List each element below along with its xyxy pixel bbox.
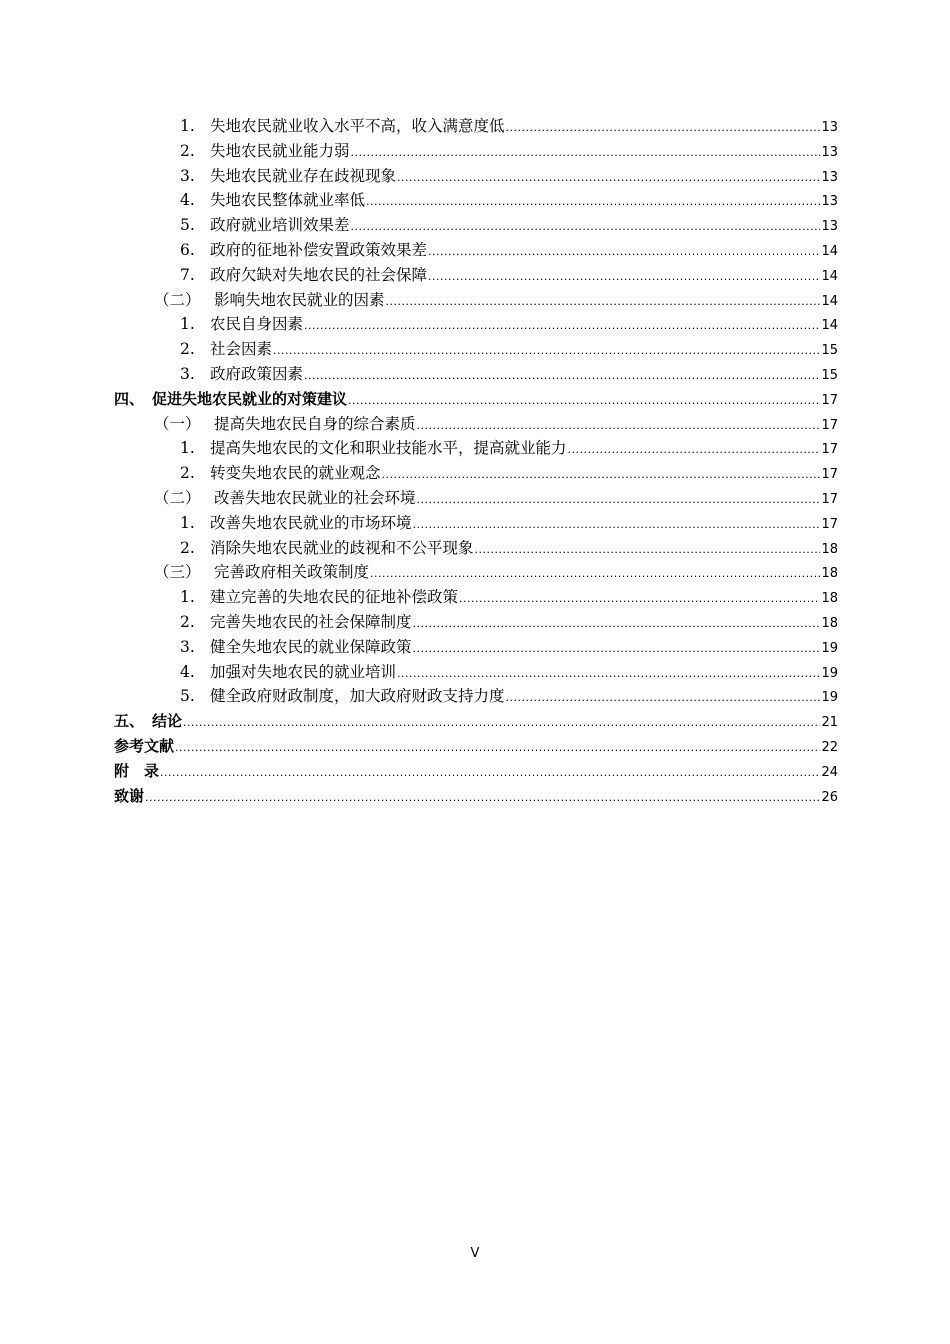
toc-leader-dots [413,513,821,538]
toc-entry-page: 13 [821,144,838,160]
toc-entry-title: 致谢 [114,786,145,805]
toc-entry-title: 促进失地农民就业的对策建议 [152,389,348,408]
toc-leader-dots [366,190,820,215]
toc-entry-page: 18 [821,541,838,557]
toc-leader-dots [428,265,820,290]
toc-entry[interactable] [114,709,838,734]
toc-entry-number: 3. [180,364,195,383]
toc-entry-page: 19 [821,690,838,706]
toc-entry-number: 6. [180,240,195,259]
toc-entry-title: 政府欠缺对失地农民的社会保障 [210,265,428,284]
toc-entry-title: 农民自身因素 [210,315,304,334]
toc-leader-dots [475,538,821,563]
toc-leader-dots [160,761,820,786]
toc-leader-dots [397,662,820,687]
toc-entry-number: 五、 [114,712,145,731]
toc-entry[interactable] [114,213,838,238]
toc-entry-title: 完善政府相关政策制度 [214,563,370,582]
table-of-contents [114,114,838,808]
toc-entry-page: 17 [821,392,838,408]
toc-entry-number: （三） [154,563,201,582]
toc-leader-dots [506,116,821,141]
toc-leader-dots [348,389,820,414]
toc-leader-dots [304,364,820,389]
toc-entry-title: 提高失地农民的文化和职业技能水平，提高就业能力 [210,439,567,458]
toc-entry[interactable] [114,635,838,660]
toc-entry[interactable] [114,114,838,139]
toc-entry-number: 5. [180,216,195,235]
toc-entry[interactable] [114,337,838,362]
toc-entry-page: 21 [821,715,838,731]
toc-entry-number: 1. [180,513,195,532]
toc-entry[interactable] [114,759,838,784]
toc-entry-page: 14 [821,243,838,259]
toc-leader-dots [506,686,821,711]
toc-leader-dots [459,587,820,612]
toc-entry-title: 附 录 [114,761,160,780]
toc-entry[interactable] [114,188,838,213]
toc-entry-page: 17 [821,516,838,532]
toc-entry-title: 建立完善的失地农民的征地补偿政策 [210,588,459,607]
toc-leader-dots [351,141,821,166]
toc-entry-number: 1. [180,439,195,458]
toc-leader-dots [413,612,821,637]
toc-entry-number: （一） [154,414,201,433]
toc-entry-title: 失地农民就业存在歧视现象 [210,166,397,185]
toc-leader-dots [175,736,820,761]
toc-entry-title: 健全失地农民的就业保障政策 [210,637,412,656]
toc-entry-page: 17 [821,467,838,483]
toc-entry[interactable] [114,610,838,635]
toc-entry-number: 3. [180,166,195,185]
toc-entry-page: 18 [821,591,838,607]
toc-entry-number: 2. [180,141,195,160]
toc-entry-number: 四、 [114,389,145,408]
toc-entry-number: 2. [180,464,195,483]
toc-entry-page: 13 [821,219,838,235]
toc-entry-number: 3. [180,637,195,656]
toc-leader-dots [273,339,820,364]
toc-entry-title: 参考文献 [114,736,175,755]
toc-entry-page: 14 [821,293,838,309]
toc-entry[interactable] [114,436,838,461]
toc-entry[interactable] [114,263,838,288]
toc-entry[interactable] [114,387,838,412]
toc-entry-page: 15 [821,367,838,383]
toc-entry-page: 15 [821,343,838,359]
toc-entry[interactable] [114,362,838,387]
toc-entry[interactable] [114,511,838,536]
toc-entry[interactable] [114,238,838,263]
toc-entry-title: 完善失地农民的社会保障制度 [210,612,412,631]
toc-entry[interactable] [114,560,838,585]
toc-entry-page: 19 [821,665,838,681]
toc-leader-dots [382,463,821,488]
toc-entry[interactable] [114,784,838,809]
toc-leader-dots [413,637,821,662]
toc-leader-dots [417,414,821,439]
toc-entry-page: 14 [821,318,838,334]
toc-entry-title: 政府的征地补偿安置政策效果差 [210,240,428,259]
toc-entry-title: 失地农民整体就业率低 [210,191,366,210]
toc-entry[interactable] [114,461,838,486]
toc-entry-title: 改善失地农民就业的市场环境 [210,513,412,532]
toc-entry-title: 失地农民就业收入水平不高，收入满意度低 [210,117,505,135]
toc-entry[interactable] [114,660,838,685]
toc-entry-page: 13 [821,169,838,185]
toc-entry-number: 2. [180,340,195,359]
toc-entry-page: 17 [821,491,838,507]
toc-entry-title: 消除失地农民就业的歧视和不公平现象 [210,538,474,557]
toc-leader-dots [145,786,820,811]
toc-entry-number: 2. [180,612,195,631]
toc-entry[interactable] [114,412,838,437]
toc-leader-dots [370,562,820,587]
toc-entry[interactable] [114,164,838,189]
toc-entry-page: 13 [821,120,838,135]
toc-entry-title: 政府就业培训效果差 [210,216,350,235]
toc-entry-title: 政府政策因素 [210,364,304,383]
toc-entry-page: 18 [821,615,838,631]
toc-entry-title: 失地农民就业能力弱 [210,141,350,160]
toc-entry[interactable] [114,486,838,511]
toc-leader-dots [397,166,820,191]
toc-leader-dots [304,314,820,339]
toc-leader-dots [386,290,821,315]
toc-leader-dots [568,438,821,463]
toc-entry-title: 加强对失地农民的就业培训 [210,662,397,681]
toc-entry[interactable] [114,684,838,709]
toc-entry-number: 4. [180,191,195,210]
toc-entry[interactable] [114,288,838,313]
toc-entry-number: 2. [180,538,195,557]
toc-entry-number: 1. [180,315,195,334]
toc-leader-dots [428,240,820,265]
toc-entry[interactable] [114,734,838,759]
toc-entry[interactable] [114,536,838,561]
toc-entry-title: 影响失地农民就业的因素 [214,290,385,309]
toc-entry-title: 转变失地农民的就业观念 [210,464,381,483]
toc-entry-page: 26 [821,789,838,805]
toc-entry-number: （二） [154,488,201,507]
toc-entry-page: 17 [821,417,838,433]
toc-entry-page: 18 [821,566,838,582]
toc-entry-number: 1. [180,117,195,135]
toc-entry-number: 4. [180,662,195,681]
toc-leader-dots [351,215,821,240]
toc-entry-title: 社会因素 [210,340,273,359]
toc-leader-dots [183,711,820,736]
toc-entry[interactable] [114,312,838,337]
toc-entry-page: 24 [821,764,838,780]
toc-entry[interactable] [114,139,838,164]
page-number: V [470,1246,480,1261]
toc-leader-dots [417,488,821,513]
toc-entry-title: 结论 [152,712,183,731]
toc-entry-title: 健全政府财政制度，加大政府财政支持力度 [210,687,505,706]
toc-entry-number: 7. [180,265,195,284]
toc-entry-title: 提高失地农民自身的综合素质 [214,414,416,433]
toc-entry-number: （二） [154,290,201,309]
toc-entry-page: 19 [821,640,838,656]
toc-entry[interactable] [114,585,838,610]
toc-entry-page: 13 [821,194,838,210]
toc-entry-number: 5. [180,687,195,706]
toc-entry-page: 17 [821,442,838,458]
toc-entry-title: 改善失地农民就业的社会环境 [214,488,416,507]
toc-entry-page: 14 [821,268,838,284]
toc-entry-number: 1. [180,588,195,607]
toc-entry-page: 22 [821,739,838,755]
